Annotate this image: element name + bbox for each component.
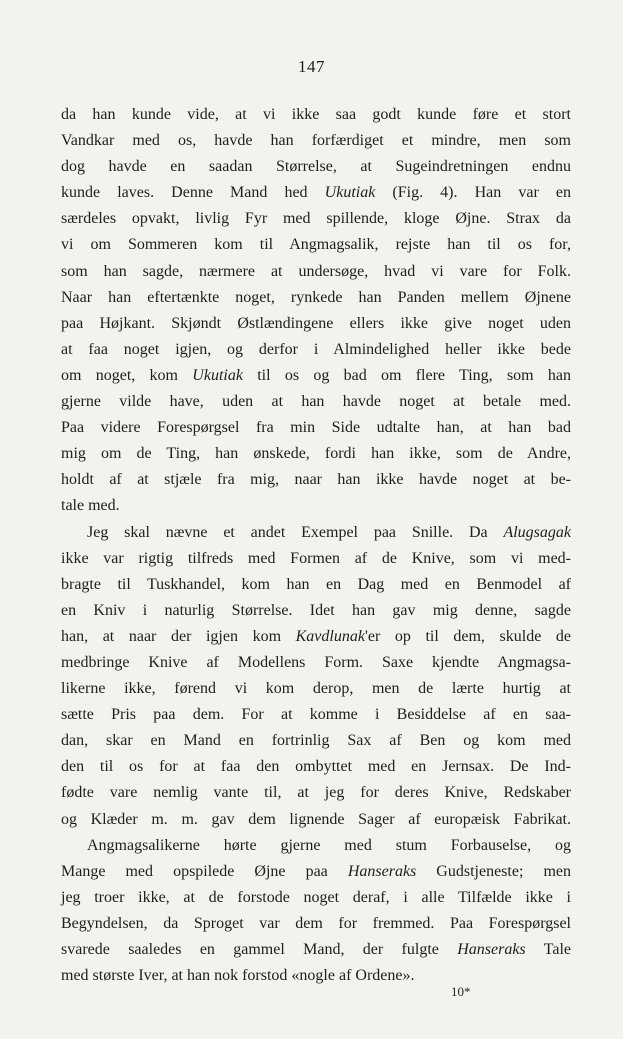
signature-mark: 10*	[451, 984, 471, 999]
text-line: gjerne vilde have, uden at han havde noget at betale med.	[61, 393, 571, 411]
text-line: likerne ikke, førend vi kom derop, men de lærte hurtig at	[61, 680, 571, 698]
text-line: dan, skar en Mand en fortrinlig Sax af Ben og kom med	[61, 732, 571, 750]
text-line: holdt af at stjæle fra mig, naar han ikke havde noget at be-	[61, 471, 571, 489]
text-line: vi om Sommeren kom til Angmagsalik, rejste han til os for,	[61, 236, 571, 254]
text-line: da han kunde vide, at vi ikke saa godt kunde føre et stort	[61, 106, 571, 123]
text-line: at faa noget igjen, og derfor i Almindelighed heller ikke bede	[61, 340, 571, 358]
text-line: Begyndelsen, da Sproget var dem for fremmed. Paa Forespørgsel	[61, 914, 571, 932]
text-line: jeg troer ikke, at de forstode noget deraf, i alle Tilfælde ikke i	[61, 888, 571, 906]
text-line: Vandkar med os, havde han forfærdiget et mindre, men som	[61, 132, 571, 150]
text-line: Paa videre Forespørgsel fra min Side udtalte han, at han bad	[61, 419, 571, 437]
text-line: Jeg skal nævne et andet Exempel paa Snille. Da Alugsagak	[87, 523, 571, 541]
text-line: han, at naar der igjen kom Kavdlunak'er op til dem, skulde de	[61, 627, 571, 645]
text-line: svarede saaledes en gammel Mand, der fulgte Hanseraks Tale	[61, 941, 572, 958]
text-line: kunde laves. Denne Mand hed Ukutiak (Fig. 4). Han var en	[61, 184, 571, 202]
text-line: en Kniv i naturlig Størrelse. Idet han gav mig denne, sagde	[61, 601, 571, 619]
text-line: som han sagde, nærmere at undersøge, hvad vi vare for Folk.	[61, 262, 571, 280]
text-line: ikke var rigtig tilfreds med Formen af de Knive, som vi med-	[61, 549, 571, 567]
text-line: sætte Pris paa dem. For at komme i Besiddelse af en saa-	[61, 706, 571, 724]
text-line: bragte til Tuskhandel, kom han en Dag med en Benmodel af	[61, 575, 571, 593]
text-line: tale med.	[61, 497, 120, 515]
text-line: med største Iver, at han nok forstod «nogle af Ordene».	[61, 967, 415, 985]
text-line: fødte vare nemlig vante til, at jeg for deres Knive, Redskaber	[61, 784, 571, 802]
text-line: mig om de Ting, han ønskede, fordi han ikke, som de Andre,	[61, 445, 571, 463]
text-line: medbringe Knive af Modellens Form. Saxe kjendte Angmagsa-	[61, 653, 571, 671]
text-line: om noget, kom Ukutiak til os og bad om flere Ting, som han	[61, 366, 571, 384]
text-line: den til os for at faa den ombyttet med en Jernsax. De Ind-	[61, 758, 571, 776]
text-line: Mange med opspilede Øjne paa Hanseraks Gudstjeneste; men	[61, 862, 571, 880]
text-line: særdeles opvakt, livlig Fyr med spillende, kloge Øjne. Strax da	[61, 210, 571, 228]
text-line: Angmagsalikerne hørte gjerne med stum Forbauselse, og	[87, 836, 571, 854]
text-line: dog havde en saadan Størrelse, at Sugeindretningen endnu	[61, 158, 571, 176]
text-line: Naar han eftertænkte noget, rynkede han Panden mellem Øjnene	[61, 288, 571, 306]
body-text	[61, 102, 571, 989]
text-line: og Klæder m. m. gav dem lignende Sager af europæisk Fabrikat.	[61, 810, 571, 828]
text-line: paa Højkant. Skjøndt Østlændingene ellers ikke give noget uden	[61, 314, 571, 332]
page-number: 147	[298, 57, 325, 76]
